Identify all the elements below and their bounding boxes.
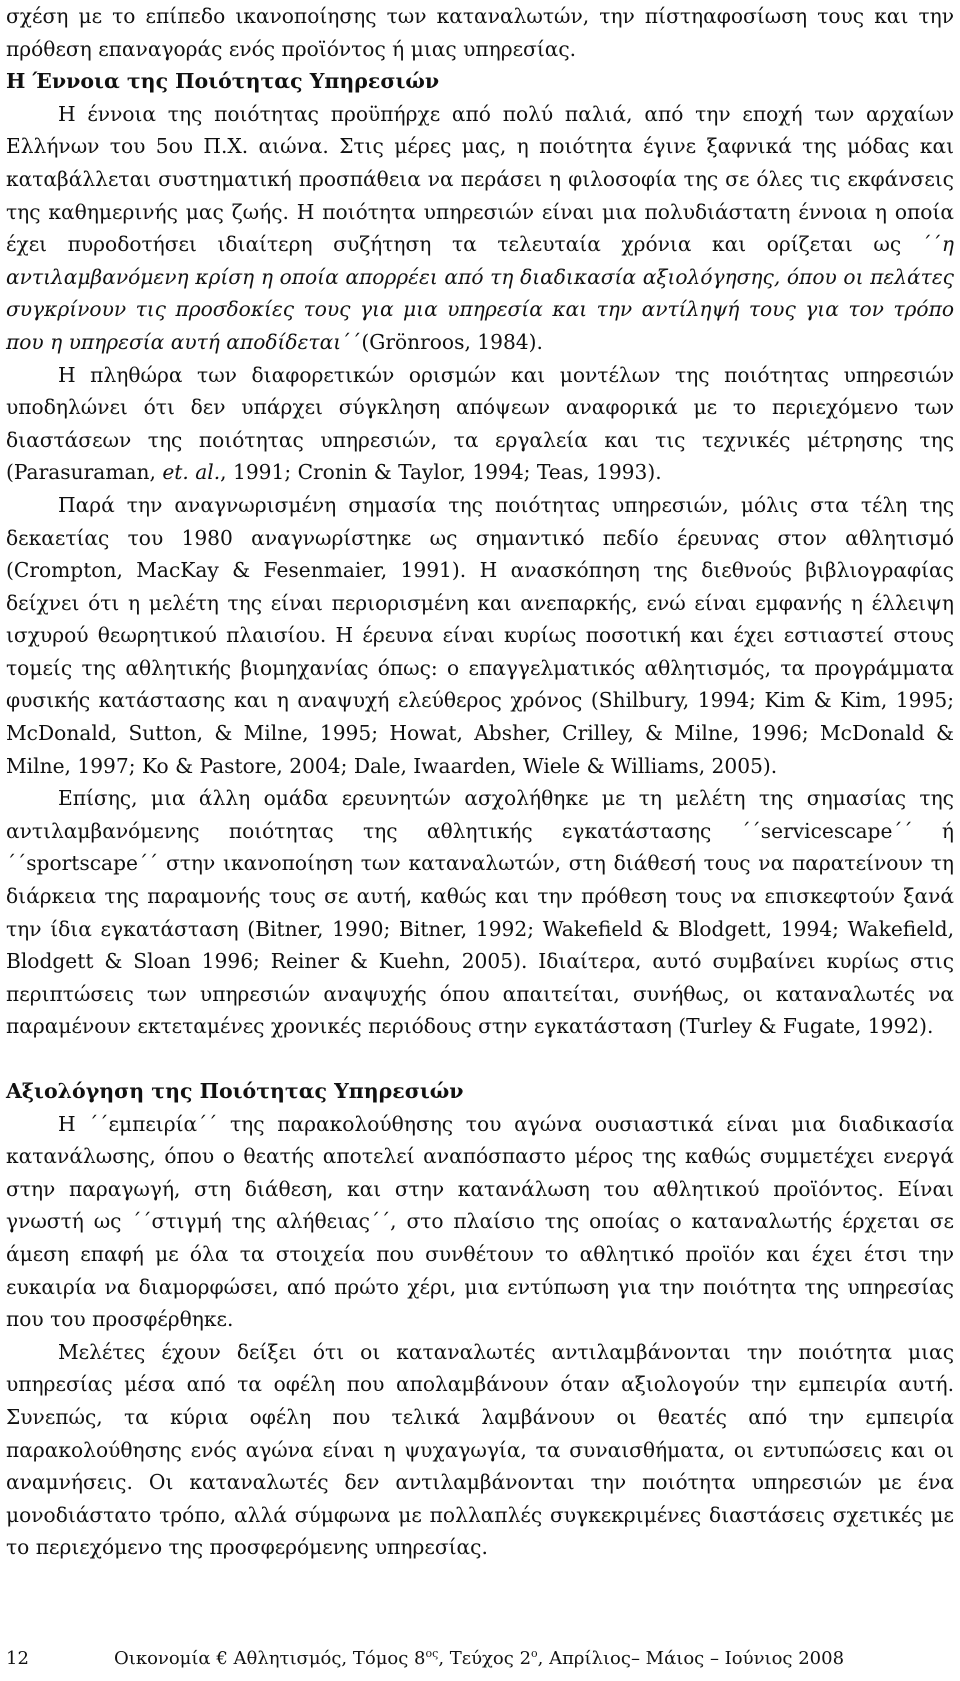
- section-heading-service-quality-concept: Η Έννοια της Ποιότητας Υπηρεσιών: [6, 69, 440, 94]
- section-heading-service-quality-evaluation: Αξιολόγηση της Ποιότητας Υπηρεσιών: [6, 1079, 464, 1103]
- text-segment: Μελέτες έχουν δείξει ότι οι καταναλωτές αντιλαμβάνονται την ποιότητα μιας υπηρεσίας μέσα από τα οφέλη που απολαμβάνουν όταν αξιολογούν την εμπειρία αυτή. Συνεπώς, τα κύρια οφέλη που τελικά λαμβάνουν οι θεατές από την εμπειρία παρακολούθησης ενός αγώνα είναι η ψυχαγωγία, τα συναισθήματα, οι εντυπώσεις και οι αναμνήσεις. Οι καταναλωτές δεν αντιλαμβάνονται την ποιότητα υπηρεσιών με ένα μονοδιάστατο τρόπο, αλλά σύμφωνα με πολλαπλές συγκεκριμένες διαστάσεις σχετικές με το περιεχόμενο της προσφερόμενης υπηρεσίας.: [6, 1339, 954, 1560]
- paragraph-sport-research: [6, 489, 954, 782]
- paragraph-servicescape: [6, 782, 954, 1043]
- text-segment: Επίσης, μια άλλη ομάδα ερευνητών ασχολήθηκε με τη μελέτη της σημασίας της αντιλαμβανόμενης ποιότητας της αθλητικής εγκατάστασης ΄΄servicescape΄΄ ή ΄΄sportscape΄΄ στην ικανοποίηση των καταναλωτών, στη διάθεσή τους να παρατείνουν τη διάρκεια της παραμονής τους σε αυτή, καθώς και την πρόθεση τους να επισκεφτούν ξανά την ίδια εγκατάσταση (Bitner, 1990; Bitner, 1992; Wakefield & Blodgett, 1994; Wakefield, Blodgett & Sloan 1996; Reiner & Kuehn, 2005). Ιδιαίτερα, αυτό συμβαίνει κυρίως στις περιπτώσεις των υπηρεσιών αναψυχής όπου απαιτείται, συνήθως, οι καταναλωτές να παραμένουν εκτεταμένες χρονικές περιόδους στην εγκατάσταση (Turley & Fugate, 1992).: [6, 786, 954, 1039]
- text-segment: σχέση με το επίπεδο ικανοποίησης των καταναλωτών, την πίστηαφοσίωση τους και την πρόθεση επαναγοράς ενός προϊόντος ή μιας υπηρεσίας.: [6, 4, 954, 61]
- paragraph-intro-continuation: [6, 0, 954, 65]
- text-segment: , 1991; Cronin & Taylor, 1994; Teas, 1993).: [220, 460, 662, 485]
- journal-date: , Απρίλιος– Μάιος – Ιούνιος 2008: [537, 1648, 845, 1669]
- issue-suffix: ο: [531, 1647, 538, 1660]
- volume-suffix: ος: [425, 1647, 439, 1660]
- paragraph-benefits: [6, 1336, 954, 1564]
- paragraph-definitions-models: [6, 359, 954, 489]
- text-segment: ΄΄(Grönroos, 1984).: [341, 329, 543, 354]
- italic-text-segment: et. al.: [162, 460, 221, 485]
- section-spacer: [6, 1043, 954, 1075]
- paragraph-experience: [6, 1108, 954, 1336]
- journal-issue: , Τεύχος 2: [438, 1648, 532, 1669]
- article-body: [6, 0, 954, 1564]
- text-segment: Η έννοια της ποιότητας προϋπήρχε από πολύ παλιά, από την εποχή των αρχαίων Ελλήνων του 5ου Π.Χ. αιώνα. Στις μέρες μας, η ποιότητα έγινε ξαφνικά της μόδας και καταβάλλεται συστηματική προσπάθεια να περάσει η φιλοσοφία της σε όλες τις εκφάνσεις της καθημερινής μας ζωής. Η ποιότητα υπηρεσιών είναι μια πολυδιάστατη έννοια η οποία έχει πυροδοτήσει ιδιαίτερη συζήτηση τα τελευταία χρόνια και ορίζεται ως ΄΄: [6, 101, 954, 257]
- text-segment: Η ΄΄εμπειρία΄΄ της παρακολούθησης του αγώνα ουσιαστικά είναι μια διαδικασία κατανάλωσης, όπου ο θεατής αποτελεί αναπόσπαστο μέρος της καθώς συμμετέχει ενεργά στην παραγωγή, στη διάθεση, και στην κατανάλωση του αθλητικού προϊόντος. Είναι γνωστή ως ΄΄στιγμή της αλήθειας΄΄, στο πλαίσιο της οποίας ο καταναλωτής έρχεται σε άμεση επαφή με όλα τα στοιχεία που συνθέτουν το αθλητικό προϊόν και έχει έτσι την ευκαιρία να διαμορφώσει, από πρώτο χέρι, μια εντύπωση για την ποιότητα της υπηρεσίας που του προσφέρθηκε.: [6, 1111, 954, 1332]
- text-segment: Η πληθώρα των διαφορετικών ορισμών και μοντέλων της ποιότητας υπηρεσιών υποδηλώνει ότι δεν υπάρχει σύγκληση απόψεων αναφορικά με το περιεχόμενο των διαστάσεων της ποιότητας υπηρεσιών, τα εργαλεία και τις τεχνικές μέτρησης της (Parasuraman,: [6, 362, 954, 485]
- page-number: 12: [6, 1648, 29, 1669]
- italic-text-segment: η αντιλαμβανόμενη κρίση η οποία απορρέει από τη διαδικασία αξιολόγησης, όπου οι πελάτες συγκρίνουν τις προσδοκίες τους για μια υπηρεσία και την αντίληψή τους για τον τρόπο που η υπηρεσία αυτή αποδίδεται: [6, 232, 954, 354]
- journal-citation: [114, 1647, 844, 1671]
- paragraph-concept-definition: [6, 98, 954, 359]
- journal-title: Οικονομία € Αθλητισμός, Τόμος 8: [114, 1648, 426, 1669]
- text-segment: Παρά την αναγνωρισμένη σημασία της ποιότητας υπηρεσιών, μόλις στα τέλη της δεκαετίας του 1980 αναγνωρίστηκε ως σημαντικό πεδίο έρευνας στον αθλητισμό (Crompton, MacKay & Fesenmaier, 1991). Η ανασκόπηση της διεθνούς βιβλιογραφίας δείχνει ότι η μελέτη της είναι περιορισμένη και ανεπαρκής, ενώ είναι εμφανής η έλλειψη ισχυρού θεωρητικού πλαισίου. Η έρευνα είναι κυρίως ποσοτική και έχει εστιαστεί στους τομείς της αθλητικής βιομηχανίας όπως: ο επαγγελματικός αθλητισμός, τα προγράμματα φυσικής κατάστασης και η αναψυχή ελεύθερος χρόνος (Shilbury, 1994; Kim & Kim, 1995; McDonald, Sutton, & Milne, 1995; Howat, Absher, Crilley, & Milne, 1996; McDonald & Milne, 1997; Ko & Pastore, 2004; Dale, Iwaarden, Wiele & Williams, 2005).: [6, 492, 954, 778]
